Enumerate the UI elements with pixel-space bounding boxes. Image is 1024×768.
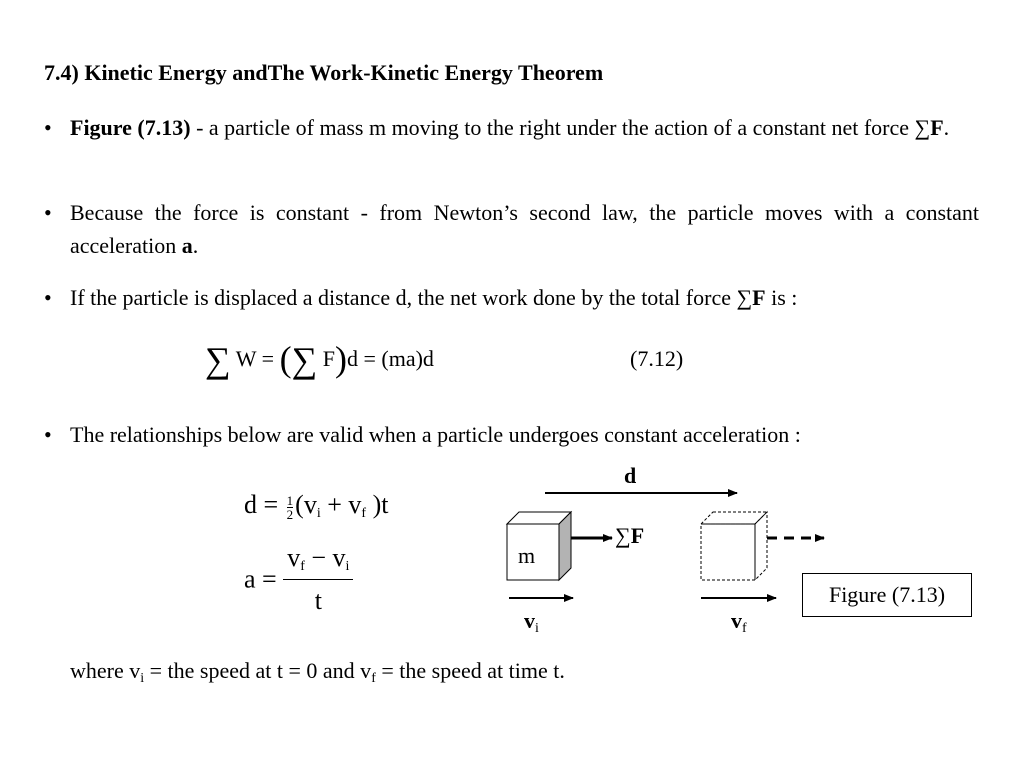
sigma-symbol: ∑	[914, 115, 931, 140]
figure-caption: Figure (7.13)	[802, 573, 972, 617]
footer-part-1: where v	[70, 658, 141, 683]
subscript-f: f	[371, 671, 376, 686]
sigma-symbol: ∑	[736, 285, 753, 310]
bullet-text: - a particle of mass m moving to the right under the action of a constant net force	[190, 115, 915, 140]
bullet-text: If the particle is displaced a distance d, the net work done by the total force	[70, 285, 737, 310]
sigma-symbol: ∑	[291, 340, 318, 380]
mass-label: m	[518, 543, 536, 568]
accel-symbol: a	[181, 233, 193, 258]
section-title: 7.4) Kinetic Energy andThe Work-Kinetic Energy Theorem	[44, 60, 604, 85]
force-symbol: F	[930, 115, 944, 140]
sigma-symbol: ∑	[615, 523, 631, 548]
v-symbol: v	[287, 543, 301, 572]
sigma-symbol: ∑	[205, 340, 231, 380]
final-velocity-label	[731, 608, 747, 637]
close-paren: )	[334, 339, 347, 379]
footer-part-2: = the speed at t = 0 and v	[144, 658, 372, 683]
period: .	[192, 233, 199, 258]
eq-mid: F	[322, 346, 335, 371]
bullet-dot: •	[44, 200, 52, 225]
subscript-f: f	[300, 559, 305, 574]
bullet-dot: •	[44, 285, 52, 310]
eq-lhs: W =	[235, 346, 275, 371]
displacement-label: d	[624, 463, 637, 488]
initial-velocity-label	[524, 608, 539, 637]
eq-body: (v	[295, 490, 317, 519]
force-label	[615, 523, 644, 549]
eq-body-close: )t	[366, 490, 389, 519]
v-symbol: v	[731, 608, 742, 633]
subscript-f: f	[361, 506, 367, 521]
open-paren: (	[279, 339, 292, 379]
period: .	[943, 115, 950, 140]
bullet-dot: •	[44, 422, 52, 447]
subscript-f: f	[742, 621, 747, 636]
force-symbol: F	[630, 523, 645, 548]
eq-plus: + v	[320, 490, 362, 519]
eq-lhs: d =	[244, 490, 279, 519]
equation-number: (7.12)	[630, 346, 684, 371]
fraction-denominator: t	[314, 586, 322, 615]
eq-lhs: a =	[244, 564, 277, 594]
dashed-cube	[701, 512, 767, 580]
subscript-i: i	[316, 506, 321, 521]
bullet-text: Because the force is constant - from Newton’s second law, the particle moves with a constant acceleration	[70, 200, 979, 258]
subscript-i: i	[345, 559, 350, 574]
bullet-text: The relationships below are valid when a particle undergoes constant acceleration :	[70, 422, 801, 447]
figure-ref: Figure (7.13)	[70, 115, 191, 140]
v-symbol: v	[524, 608, 535, 633]
footer-note	[70, 658, 565, 687]
minus-v: − v	[304, 543, 346, 572]
bullet-dot: •	[44, 115, 52, 140]
subscript-i: i	[140, 671, 145, 686]
force-symbol: F	[752, 285, 766, 310]
fraction-numerator: 1	[286, 492, 294, 508]
eq-rhs: d = (ma)d	[346, 346, 434, 371]
footer-part-3: = the speed at time t.	[375, 658, 565, 683]
mass-cube	[507, 512, 571, 580]
fraction-denominator: 2	[286, 506, 294, 522]
subscript-i: i	[535, 621, 539, 636]
bullet-end: is :	[765, 285, 798, 310]
